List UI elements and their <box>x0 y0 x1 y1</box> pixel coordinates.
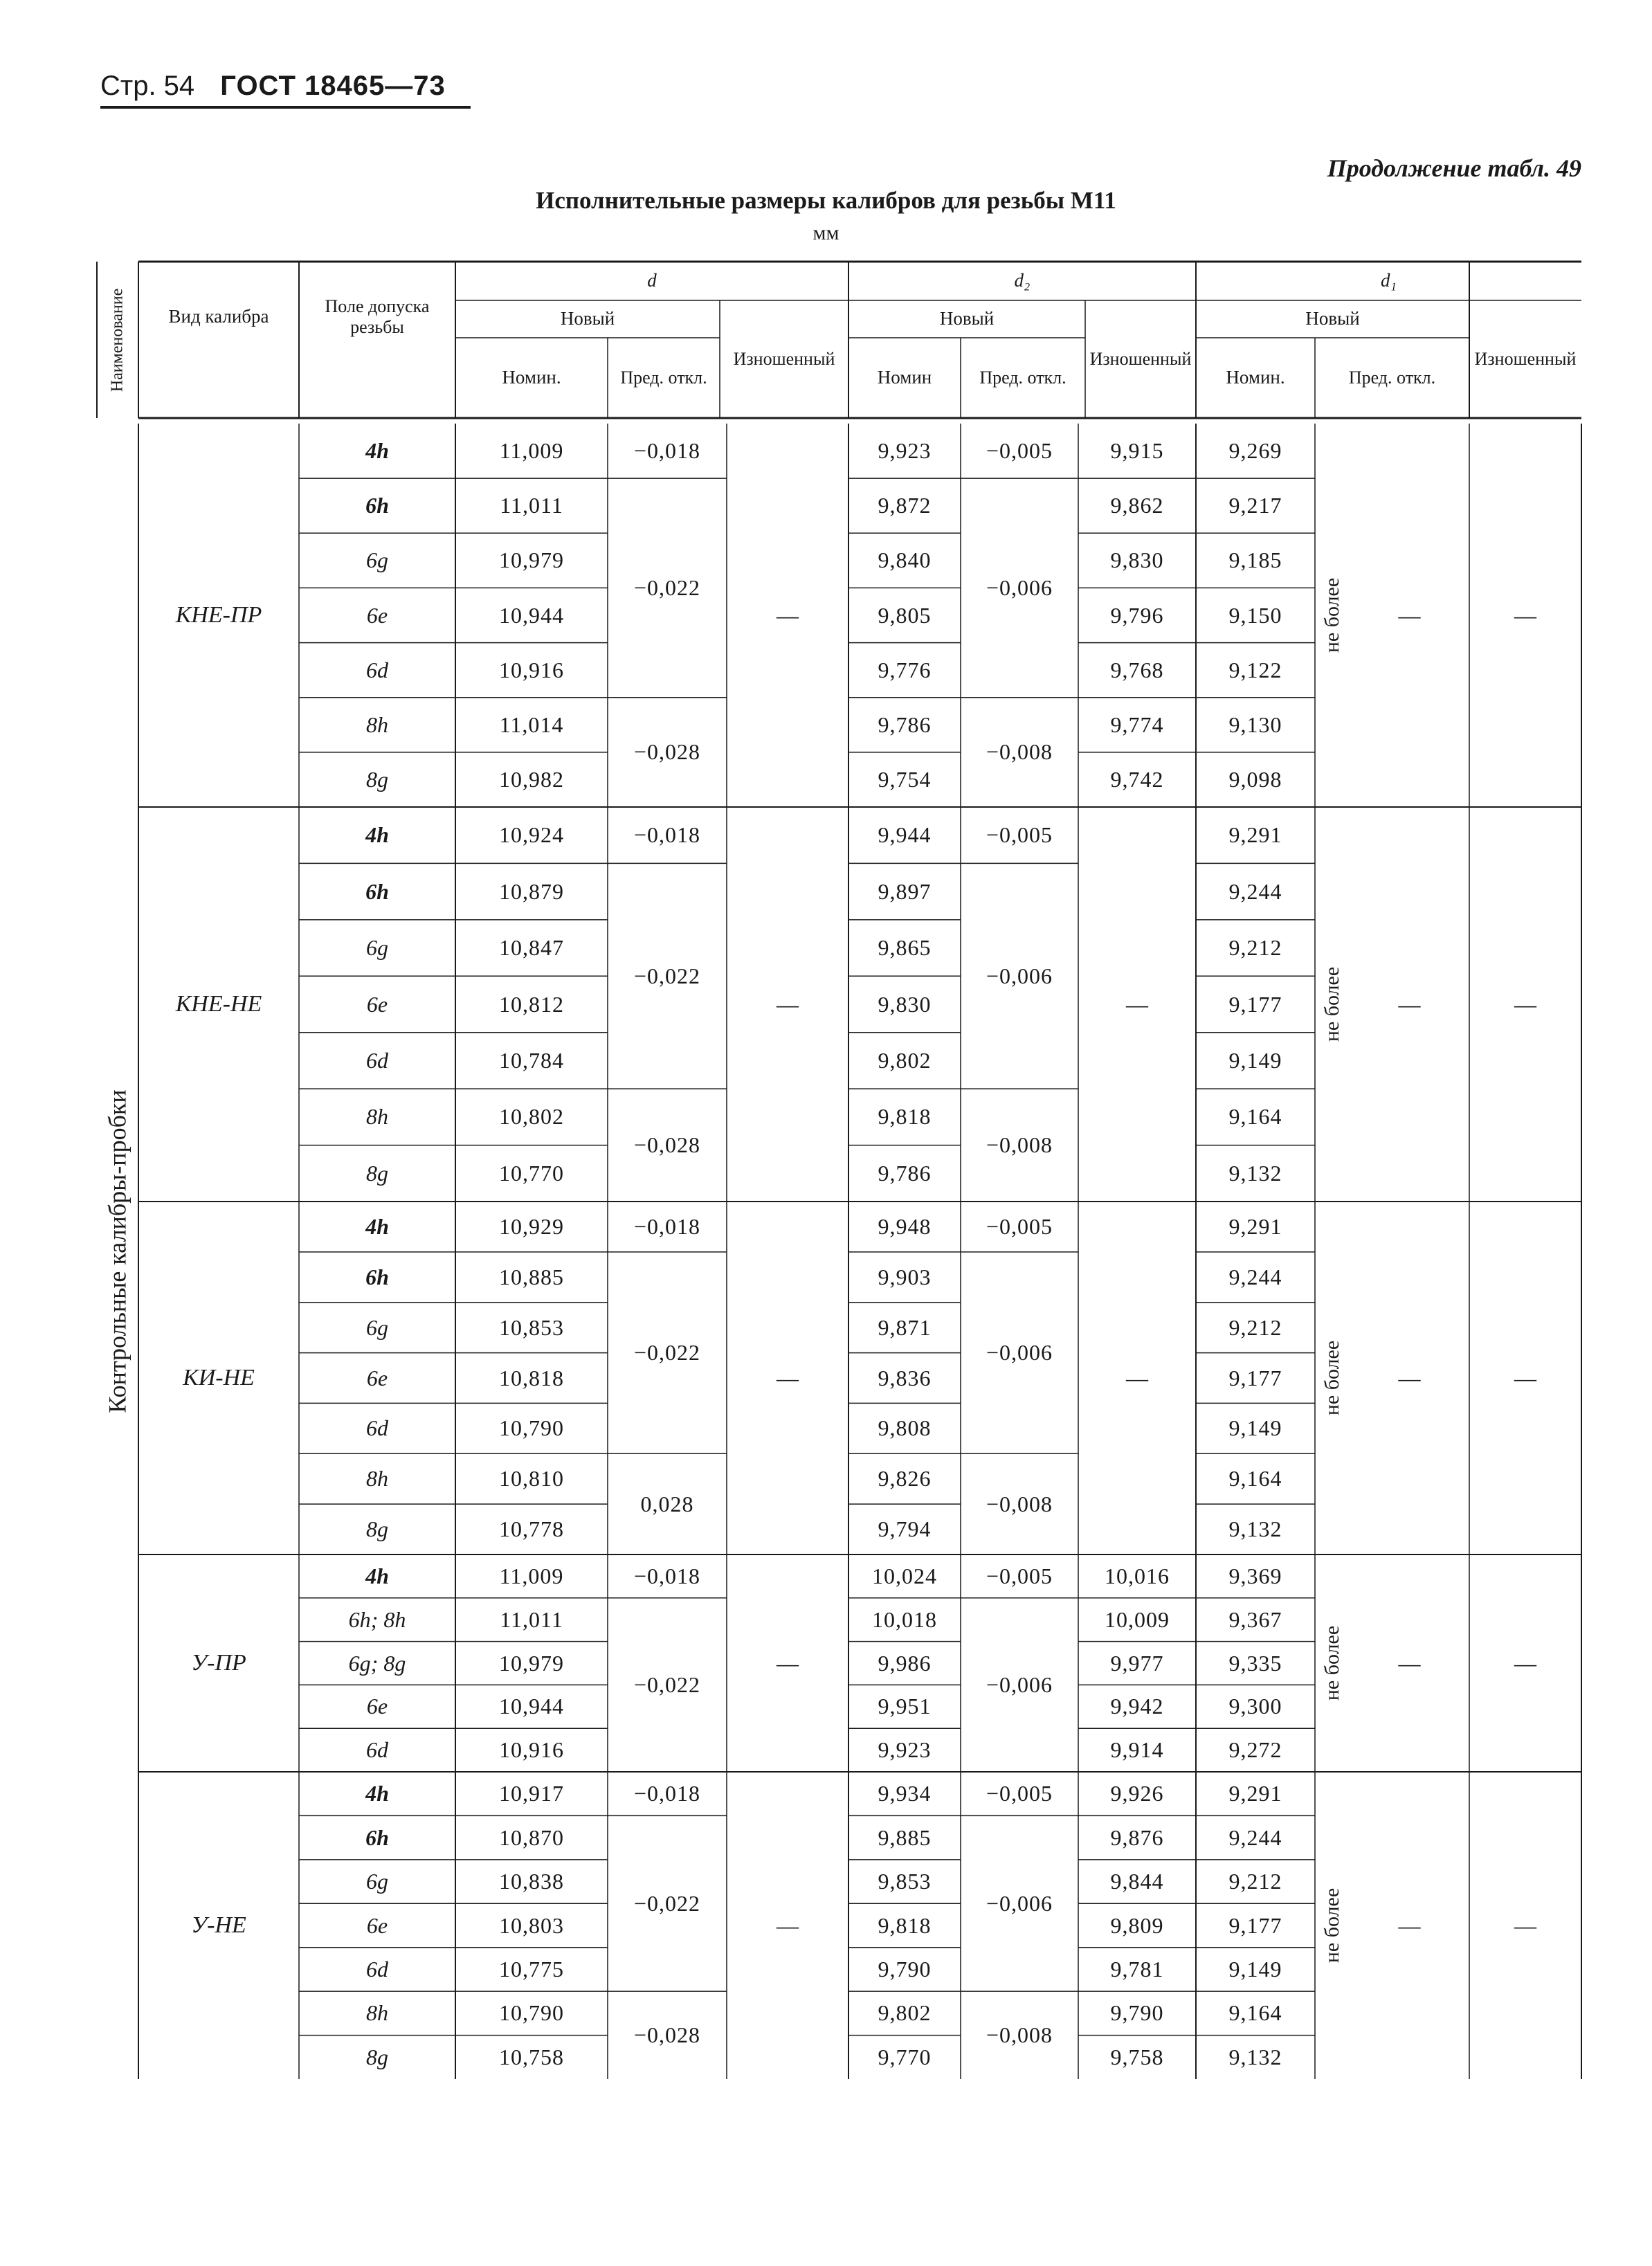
d1-no-more: не более <box>1320 1625 1343 1701</box>
d1-nominal: 9,132 <box>1228 1516 1282 1542</box>
d2-worn-value: 9,781 <box>1110 1957 1164 1982</box>
d-nominal: 11,011 <box>500 1606 563 1632</box>
header-d1-new: Новый <box>1305 308 1360 329</box>
tolerance-cell: 4h <box>365 822 389 848</box>
d2-nominal: 9,944 <box>878 822 932 848</box>
d2-deviation: −0,008 <box>986 1132 1053 1158</box>
header-tolerance-field: Поле допуска резьбы <box>325 296 430 337</box>
tolerance-cell: 6g; 8g <box>348 1650 406 1676</box>
tolerance-cell: 6d <box>366 657 388 682</box>
d2-worn-value: 9,796 <box>1110 602 1164 628</box>
d2-nominal: 9,818 <box>878 1912 932 1938</box>
tolerance-cell: 6h <box>365 493 389 518</box>
d2-deviation: −0,005 <box>986 822 1053 848</box>
d1-nominal: 9,132 <box>1228 2044 1282 2069</box>
d-deviation: −0,022 <box>633 575 701 601</box>
d1-no-more: не более <box>1320 577 1343 653</box>
d2-nominal: 9,754 <box>878 767 932 792</box>
d1-no-more: не более <box>1320 966 1343 1042</box>
d2-deviation: −0,005 <box>986 1563 1053 1588</box>
d-deviation: −0,018 <box>633 1781 701 1806</box>
d1-nominal: 9,217 <box>1228 493 1282 518</box>
header-d2-worn: Изношенный <box>1089 349 1192 370</box>
d-nominal: 10,810 <box>499 1466 564 1492</box>
d1-worn: — <box>1514 1365 1536 1390</box>
d2-worn-value: 9,758 <box>1110 2044 1164 2069</box>
d-deviation: −0,018 <box>633 438 701 464</box>
continuation-label: Продолжение табл. 49 <box>1327 154 1581 182</box>
d-worn: — <box>777 1912 799 1938</box>
d1-nominal: 9,291 <box>1228 1214 1282 1240</box>
d1-worn: — <box>1514 1912 1536 1938</box>
d1-deviation: — <box>1398 602 1421 628</box>
d2-deviation: −0,008 <box>986 739 1053 765</box>
d-nominal: 10,929 <box>499 1214 564 1240</box>
tolerance-cell: 6g <box>366 935 388 961</box>
d1-nominal: 9,130 <box>1228 711 1282 737</box>
tolerance-cell: 6h <box>365 878 389 904</box>
d2-worn: — <box>1126 991 1148 1017</box>
d2-nominal: 9,885 <box>878 1824 932 1850</box>
d-worn: — <box>777 602 799 628</box>
d-nominal: 10,790 <box>499 2000 564 2026</box>
d-nominal: 10,853 <box>499 1314 564 1340</box>
d1-nominal: 9,177 <box>1228 1365 1282 1390</box>
header-name: Наименование <box>108 288 127 392</box>
d2-nominal: 9,794 <box>878 1516 932 1542</box>
d2-nominal: 9,818 <box>878 1104 932 1130</box>
standard-number: ГОСТ 18465—73 <box>220 71 446 101</box>
d2-nominal: 9,808 <box>878 1415 932 1441</box>
d1-nominal: 9,291 <box>1228 1781 1282 1806</box>
d-deviation: −0,022 <box>633 1890 701 1916</box>
d2-deviation: −0,006 <box>986 575 1053 601</box>
d-deviation: −0,022 <box>633 963 701 988</box>
d-nominal: 10,885 <box>499 1264 564 1289</box>
header-d1-deviation: Пред. откл. <box>1348 368 1436 388</box>
d1-nominal: 9,244 <box>1228 1264 1282 1289</box>
d1-deviation: — <box>1398 991 1421 1017</box>
header-d-new: Новый <box>560 308 615 329</box>
d-nominal: 10,979 <box>499 547 564 573</box>
gauge-type-label: КИ-НЕ <box>183 1365 255 1391</box>
d2-nominal: 9,986 <box>878 1650 932 1676</box>
d-nominal: 10,775 <box>499 1957 564 1982</box>
d2-worn-value: 9,914 <box>1110 1737 1164 1763</box>
header-d1-nominal: Номин. <box>1226 367 1285 388</box>
d2-worn-value: 10,009 <box>1105 1606 1170 1632</box>
header-d2-deviation: Пред. откл. <box>979 368 1066 388</box>
d2-worn-value: 9,942 <box>1110 1694 1164 1719</box>
d2-worn-value: 9,790 <box>1110 2000 1164 2026</box>
page-number: Стр. 54 <box>100 71 195 101</box>
d2-nominal: 9,786 <box>878 711 932 737</box>
d-nominal: 10,784 <box>499 1048 564 1073</box>
d1-worn: — <box>1514 602 1536 628</box>
d1-worn: — <box>1514 1650 1536 1676</box>
d1-nominal: 9,272 <box>1228 1737 1282 1763</box>
gauge-type-label: У-НЕ <box>191 1912 246 1939</box>
d2-nominal: 9,923 <box>878 1737 932 1763</box>
header-d: d <box>647 270 657 291</box>
d1-nominal: 9,149 <box>1228 1415 1282 1441</box>
tolerance-cell: 6d <box>366 1048 388 1073</box>
d-nominal: 10,982 <box>499 767 564 792</box>
d2-nominal: 9,786 <box>878 1160 932 1186</box>
d2-worn-value: 9,926 <box>1110 1781 1164 1806</box>
tolerance-cell: 8g <box>366 767 388 792</box>
d2-nominal: 9,865 <box>878 935 932 961</box>
d2-nominal: 9,853 <box>878 1869 932 1894</box>
d-nominal: 10,803 <box>499 1912 564 1938</box>
tolerance-cell: 8g <box>366 1516 388 1542</box>
d1-nominal: 9,185 <box>1228 547 1282 573</box>
d-deviation: −0,018 <box>633 822 701 848</box>
d1-nominal: 9,212 <box>1228 1314 1282 1340</box>
d-nominal: 10,778 <box>499 1516 564 1542</box>
tolerance-cell: 8h <box>366 1466 388 1492</box>
d1-nominal: 9,149 <box>1228 1957 1282 1982</box>
d1-nominal: 9,098 <box>1228 767 1282 792</box>
header-d1-worn: Изношенный <box>1474 349 1577 370</box>
tolerance-cell: 8h <box>366 711 388 737</box>
d1-nominal: 9,164 <box>1228 1466 1282 1492</box>
tolerance-cell: 4h <box>365 1781 389 1806</box>
d-deviation: −0,022 <box>633 1671 701 1697</box>
d2-nominal: 9,826 <box>878 1466 932 1492</box>
d2-nominal: 9,770 <box>878 2044 932 2069</box>
d1-nominal: 9,212 <box>1228 935 1282 961</box>
d-nominal: 10,916 <box>499 657 564 682</box>
d2-deviation: −0,006 <box>986 1340 1053 1366</box>
d2-nominal: 9,897 <box>878 878 932 904</box>
d2-nominal: 9,934 <box>878 1781 932 1806</box>
d-deviation: 0,028 <box>640 1491 694 1516</box>
d-nominal: 11,011 <box>500 493 563 518</box>
d1-nominal: 9,150 <box>1228 602 1282 628</box>
tolerance-cell: 6e <box>366 602 388 628</box>
d-worn: — <box>777 1365 799 1390</box>
tolerance-cell: 6d <box>366 1415 388 1441</box>
d-worn: — <box>777 991 799 1017</box>
d2-worn-value: 9,915 <box>1110 438 1164 464</box>
d2-worn-value: 9,830 <box>1110 547 1164 573</box>
d2-nominal: 9,840 <box>878 547 932 573</box>
d1-nominal: 9,367 <box>1228 1606 1282 1632</box>
d2-deviation: −0,005 <box>986 1214 1053 1240</box>
d2-nominal: 9,903 <box>878 1264 932 1289</box>
d-nominal: 10,916 <box>499 1737 564 1763</box>
d1-no-more: не более <box>1320 1887 1343 1964</box>
tolerance-cell: 8g <box>366 2044 388 2069</box>
d2-worn-value: 9,977 <box>1110 1650 1164 1676</box>
d2-nominal: 9,805 <box>878 602 932 628</box>
d2-deviation: −0,006 <box>986 1890 1053 1916</box>
d2-nominal: 9,802 <box>878 1048 932 1073</box>
d2-nominal: 9,830 <box>878 991 932 1017</box>
d-nominal: 11,009 <box>499 438 564 464</box>
d-nominal: 10,758 <box>499 2044 564 2069</box>
d-nominal: 11,009 <box>499 1563 564 1588</box>
gauge-type-label: КНЕ-ПР <box>175 602 262 628</box>
d1-nominal: 9,122 <box>1228 657 1282 682</box>
d2-deviation: −0,008 <box>986 1491 1053 1516</box>
d2-worn-value: 9,844 <box>1110 1869 1164 1894</box>
d1-nominal: 9,212 <box>1228 1869 1282 1894</box>
d2-deviation: −0,006 <box>986 963 1053 988</box>
d-nominal: 10,917 <box>499 1781 564 1806</box>
header-gauge-type: Вид калибра <box>168 306 269 327</box>
d-worn: — <box>777 1650 799 1676</box>
tolerance-cell: 6h <box>365 1824 389 1850</box>
tolerance-cell: 6e <box>366 1912 388 1938</box>
d2-deviation: −0,008 <box>986 2022 1053 2048</box>
d2-nominal: 9,872 <box>878 493 932 518</box>
d-deviation: −0,028 <box>633 739 701 765</box>
d-deviation: −0,018 <box>633 1563 701 1588</box>
d2-nominal: 9,836 <box>878 1365 932 1390</box>
d2-nominal: 9,790 <box>878 1957 932 1982</box>
d2-nominal: 9,948 <box>878 1214 932 1240</box>
d1-nominal: 9,164 <box>1228 1104 1282 1130</box>
d-nominal: 10,979 <box>499 1650 564 1676</box>
d2-worn-value: 9,862 <box>1110 493 1164 518</box>
d-nominal: 10,924 <box>499 822 564 848</box>
d-nominal: 10,944 <box>499 602 564 628</box>
d1-deviation: — <box>1398 1912 1421 1938</box>
d1-nominal: 9,291 <box>1228 822 1282 848</box>
d1-nominal: 9,177 <box>1228 1912 1282 1938</box>
header-d1: d₁ <box>1381 270 1397 291</box>
header-d2: d₂ <box>1014 270 1031 291</box>
d-nominal: 10,812 <box>499 991 564 1017</box>
d-nominal: 10,770 <box>499 1160 564 1186</box>
d2-deviation: −0,006 <box>986 1671 1053 1697</box>
tolerance-cell: 6g <box>366 1869 388 1894</box>
d1-nominal: 9,335 <box>1228 1650 1282 1676</box>
d-nominal: 10,870 <box>499 1824 564 1850</box>
tolerance-cell: 6e <box>366 1694 388 1719</box>
d1-nominal: 9,132 <box>1228 1160 1282 1186</box>
tolerance-cell: 4h <box>365 1563 389 1588</box>
d2-nominal: 9,871 <box>878 1314 932 1340</box>
name-value: Контрольные калибры-пробки <box>104 1089 132 1413</box>
d1-nominal: 9,244 <box>1228 878 1282 904</box>
d2-worn-value: 9,768 <box>1110 657 1164 682</box>
d1-deviation: — <box>1398 1365 1421 1390</box>
header-d-worn: Изношенный <box>733 349 835 370</box>
d1-worn: — <box>1514 991 1536 1017</box>
d2-nominal: 9,776 <box>878 657 932 682</box>
d2-nominal: 10,018 <box>872 1606 937 1632</box>
tolerance-cell: 6h <box>365 1264 389 1289</box>
d2-worn-value: 9,876 <box>1110 1824 1164 1850</box>
d-nominal: 10,802 <box>499 1104 564 1130</box>
d1-nominal: 9,269 <box>1228 438 1282 464</box>
d2-deviation: −0,005 <box>986 438 1053 464</box>
d-nominal: 10,847 <box>499 935 564 961</box>
d2-nominal: 9,802 <box>878 2000 932 2026</box>
d2-worn-value: 10,016 <box>1105 1563 1170 1588</box>
tolerance-cell: 6d <box>366 1957 388 1982</box>
tolerance-cell: 6d <box>366 1737 388 1763</box>
d-deviation: −0,028 <box>633 1132 701 1158</box>
tolerance-cell: 6e <box>366 991 388 1017</box>
tolerance-cell: 8h <box>366 1104 388 1130</box>
tolerance-cell: 8h <box>366 2000 388 2026</box>
d-nominal: 10,818 <box>499 1365 564 1390</box>
d2-worn-value: 9,742 <box>1110 767 1164 792</box>
d1-deviation: — <box>1398 1650 1421 1676</box>
d1-no-more: не более <box>1320 1340 1343 1416</box>
d-nominal: 10,790 <box>499 1415 564 1441</box>
table-title: Исполнительные размеры калибров для резьбы М11 <box>536 187 1116 214</box>
d1-nominal: 9,244 <box>1228 1824 1282 1850</box>
tolerance-cell: 6e <box>366 1365 388 1390</box>
gauge-type-label: У-ПР <box>191 1650 246 1676</box>
d2-worn-value: 9,809 <box>1110 1912 1164 1938</box>
d2-nominal: 9,923 <box>878 438 932 464</box>
table-unit: мм <box>813 221 839 244</box>
d2-nominal: 10,024 <box>872 1563 937 1588</box>
d-deviation: −0,028 <box>633 2022 701 2048</box>
header-d2-new: Новый <box>939 308 995 329</box>
header-d-deviation: Пред. откл. <box>620 368 707 388</box>
d-nominal: 10,944 <box>499 1694 564 1719</box>
d2-nominal: 9,951 <box>878 1694 932 1719</box>
tolerance-cell: 8g <box>366 1160 388 1186</box>
gauge-type-label: КНЕ-НЕ <box>175 991 262 1017</box>
header-d-nominal: Номин. <box>502 367 561 388</box>
tolerance-cell: 6g <box>366 1314 388 1340</box>
d1-nominal: 9,164 <box>1228 2000 1282 2026</box>
header-d2-nominal: Номин <box>877 367 932 388</box>
d-nominal: 11,014 <box>499 711 564 737</box>
d-deviation: −0,018 <box>633 1214 701 1240</box>
d2-worn-value: 9,774 <box>1110 711 1164 737</box>
d1-nominal: 9,300 <box>1228 1694 1282 1719</box>
d-deviation: −0,022 <box>633 1340 701 1366</box>
tolerance-cell: 6g <box>366 547 388 573</box>
d1-nominal: 9,177 <box>1228 991 1282 1017</box>
d1-nominal: 9,369 <box>1228 1563 1282 1588</box>
d2-deviation: −0,005 <box>986 1781 1053 1806</box>
d-nominal: 10,838 <box>499 1869 564 1894</box>
d1-nominal: 9,149 <box>1228 1048 1282 1073</box>
tolerance-cell: 4h <box>365 1214 389 1240</box>
d-nominal: 10,879 <box>499 878 564 904</box>
tolerance-cell: 6h; 8h <box>348 1606 406 1632</box>
d2-worn: — <box>1126 1365 1148 1390</box>
tolerance-cell: 4h <box>365 438 389 464</box>
